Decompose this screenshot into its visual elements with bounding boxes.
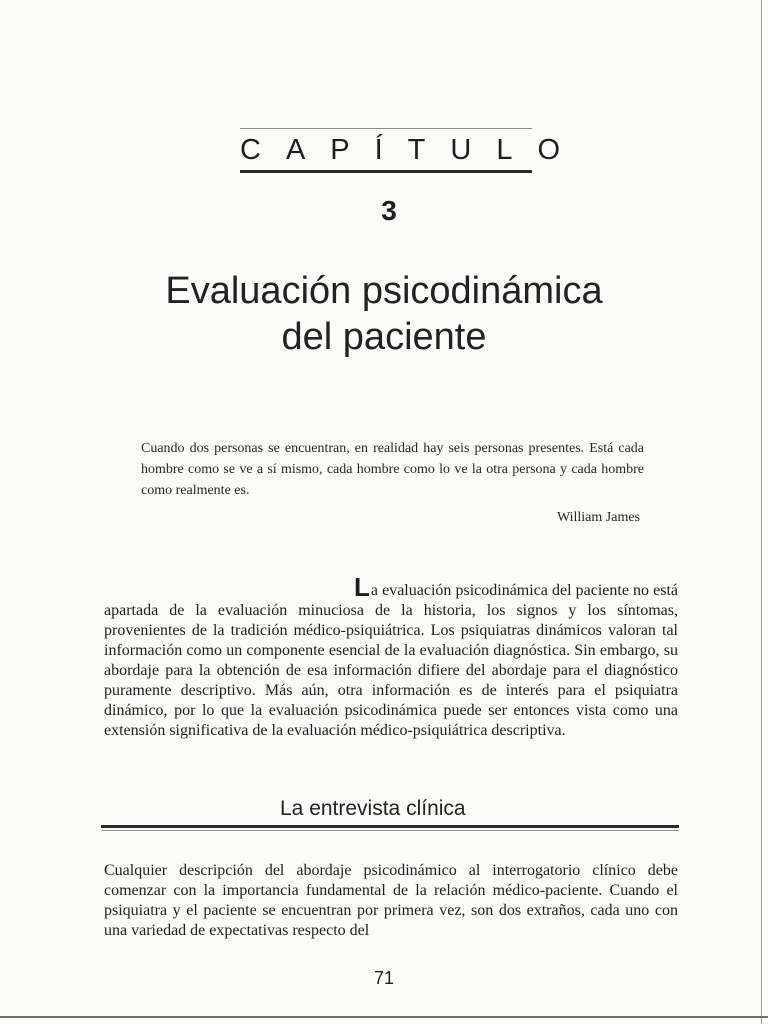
chapter-rule-top <box>240 128 532 129</box>
intro-first-line-text: a evaluación psicodinámica del paciente <box>370 582 629 599</box>
epigraph <box>141 438 644 501</box>
section-paragraph-text: Cualquier descripción del abordaje psicodinámico al interrogatorio clínico debe comenzar con la importancia fundamental de la relación médico-paciente. Cuando el psiquiatra y el paciente se encuentran por primera vez, son dos extraños, cada uno con una variedad de expectativas respecto del <box>104 862 678 939</box>
section-rule-thin <box>101 830 679 831</box>
chapter-label: CAPÍTULO <box>240 134 586 166</box>
chapter-title-line-1: Evaluación psicodinámica <box>165 270 603 312</box>
chapter-title-line-2: del paciente <box>281 316 487 358</box>
section-heading: La entrevista clínica <box>280 797 466 820</box>
chapter-rule-bottom <box>240 170 532 173</box>
epigraph-author: William James <box>556 510 640 525</box>
intro-first-line <box>104 572 629 602</box>
intro-paragraph <box>104 572 679 741</box>
page-number: 71 <box>373 968 395 988</box>
page-edge-bottom <box>0 1016 768 1018</box>
chapter-header <box>240 128 586 173</box>
intro-body-text: no está apartada de la evaluación minuciosa de la historia, los signos y los síntomas, provenientes de la tradición médico-psiquiátrica. Los psiquiatras dinámicos valoran tal información como un componente esencial de la evaluación diagnóstica. Sin embargo, su abordaje para la obtención de esa información difiere del abordaje para el diagnóstico puramente descriptivo. Más aún, otra información es de interés para el psiquiatra dinámico, por lo que la evaluación psicodinámica puede ser entonces vista como una extensión significativa de la evaluación médico-psiquiátrica descriptiva. <box>104 582 679 739</box>
section-rule <box>101 825 679 828</box>
page-edge-right <box>761 0 762 1024</box>
section-paragraph <box>104 861 678 941</box>
chapter-number: 3 <box>381 195 397 226</box>
drop-cap: L <box>354 572 371 602</box>
epigraph-text: Cuando dos personas se encuentran, en realidad hay seis personas presentes. Está cada hombre como se ve a sí mismo, cada hombre como lo ve la otra persona y cada hombre como realmente es. <box>141 441 644 498</box>
chapter-title <box>60 268 708 360</box>
